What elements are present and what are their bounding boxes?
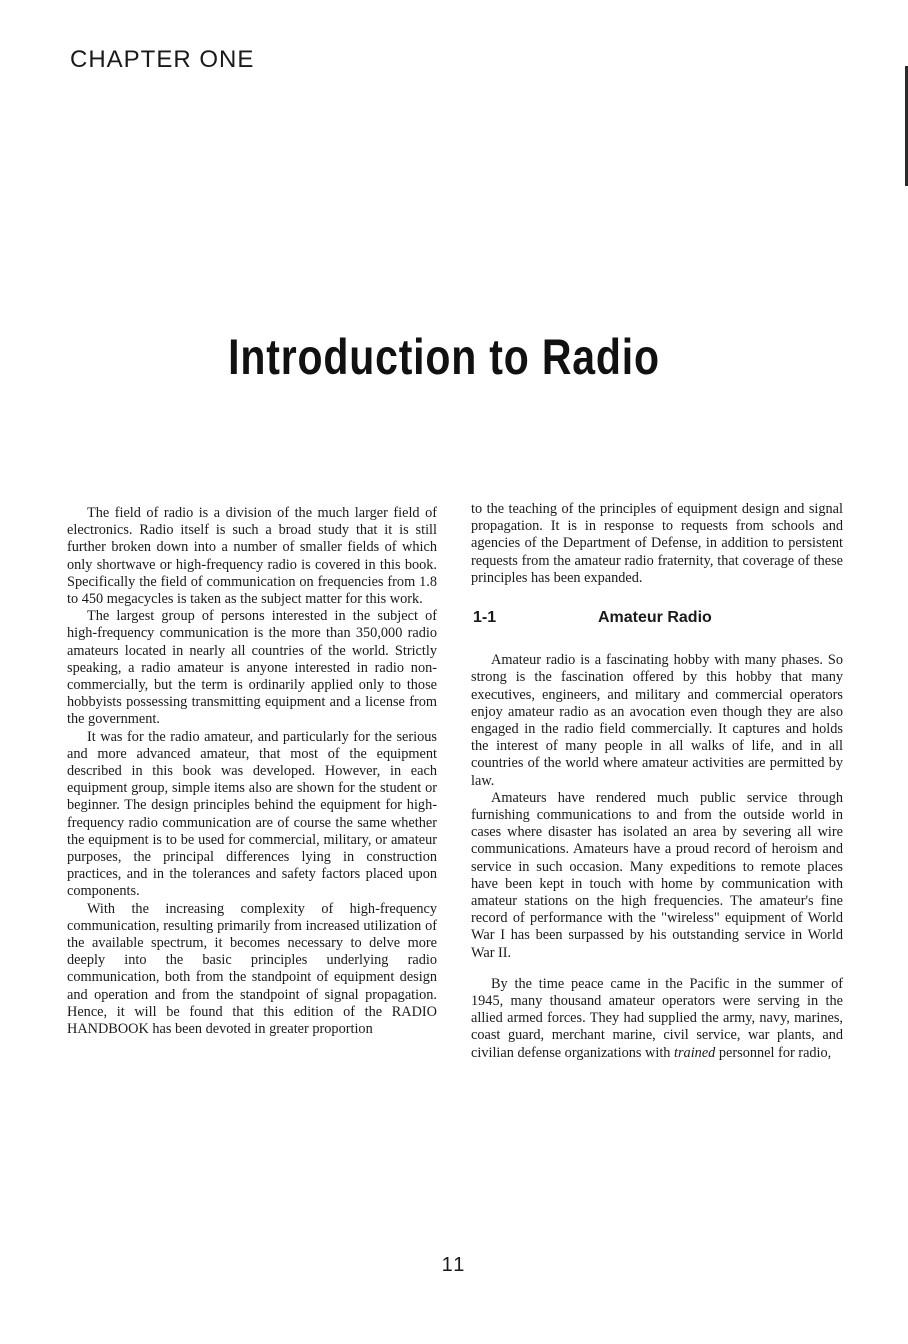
paragraph: The largest group of persons interested in the subject of high-frequency communication is the more than 350,000 radio amateurs located in nearly all countries of the world. Strictly speaking, a radio amateur is anyone interested in radio non-commercially, but the term is ordinarily applied only to those hobbyists possessing transmitting equipment and a license from the government. [67,608,437,728]
paragraph: Amateurs have rendered much public service through furnishing communications to and from the outside world in cases where disaster has isolated an area by severing all wire communications. Amateurs have a proud record of heroism and service in such occasion. Many expeditions to remote places have been kept in touch with home by communication with amateur stations on the high frequencies. The amateur's fine record of performance with the "wireless" equipment of World War I has been surpassed by his outstanding service in World War II. [471,789,843,961]
chapter-title: Introduction to Radio [228,329,660,385]
right-column [471,501,843,1062]
section-heading [471,609,843,626]
paragraph: Amateur radio is a fascinating hobby with many phases. So strong is the fascination offered by this hobby that many executives, engineers, and military and commercial operators enjoy amateur radio as an avocation even though they are also engaged in the radio field commercially. It captures and holds the interest of many people in all walks of life, and in all countries of the world where amateur activities are permitted by law. [471,652,843,789]
left-column [67,505,437,1038]
paragraph: With the increasing complexity of high-frequency communication, resulting primarily from increased utilization of the available spectrum, it becomes necessary to delve more deeply into the basic principles underlying radio communication, both from the standpoint of equipment design and operation and from the standpoint of signal propagation. Hence, it will be found that this edition of the RADIO HANDBOOK has been devoted in greater proportion [67,900,437,1038]
paragraph: It was for the radio amateur, and particularly for the serious and more advanced amateur, that most of the equipment described in this book was developed. However, in each equipment group, simple items also are shown for the student or beginner. The design principles behind the equipment for high-frequency radio communication are of course the same whether the equipment is to be used for commercial, military, or amateur purposes, the principal differences lying in construction practices, and in the tolerances and safety factors placed upon components. [67,728,437,900]
section-title: Amateur Radio [598,609,712,627]
paragraph: The field of radio is a division of the much larger field of electronics. Radio itself is such a broad study that it is still further broken down into a number of smaller fields of which only shortwave or high-frequency radio is covered in this book. Specifically the field of communication on frequencies from 1.8 to 450 megacycles is taken as the subject matter for this work. [67,505,437,608]
paragraph-text: By the time peace came in the Pacific in the summer of 1945, many thousand amateur operators were serving in the allied armed forces. They had supplied the army, navy, marines, coast guard, merchant marine, civil service, war plants, and civilian defense organizations with [471,975,843,1061]
paragraph [471,976,843,1062]
paragraph-text: personnel for radio, [718,1044,832,1061]
page-number: 11 [441,1254,467,1276]
emphasis-text: trained [674,1044,716,1061]
section-number: 1-1 [473,609,497,627]
paragraph-continuation: to the teaching of the principles of equipment design and signal propagation. It is in response to requests from schools and agencies of the Department of Defense, in addition to persistent requests from the amateur radio fraternity, that coverage of these principles has been expanded. [471,501,843,586]
chapter-label: CHAPTER ONE [70,46,255,73]
